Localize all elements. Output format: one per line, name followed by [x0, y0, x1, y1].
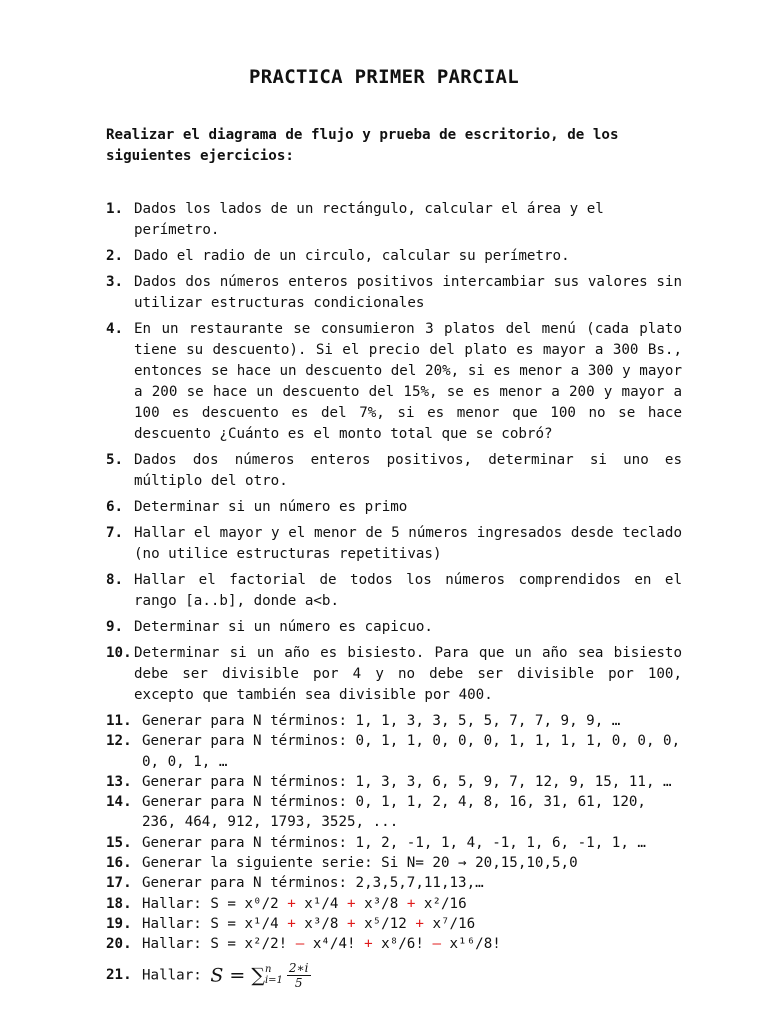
list-item [106, 853, 682, 873]
formula-operator: + [364, 936, 373, 953]
item-number: 9. [106, 619, 124, 635]
formula-part: x¹/4 [295, 895, 348, 912]
list-item [106, 272, 682, 314]
formula-operator: + [287, 895, 296, 912]
item-text: En un restaurante se consumieron 3 platos del menú (cada plato tiene su descuento). Si el precio del plato es mayor a 300 Bs., entonces se hace un descuento del 20%, si es menor a 300 y mayor a 200 se hace un descuento del 15%, se es menor a 200 y mayor a 100 es descuento es del 7%, si es menor que 100 no se hace descuento ¿Cuánto es el monto total que se cobró? [134, 321, 682, 442]
item-text: Dados los lados de un rectángulo, calcular el área y el perímetro. [134, 201, 604, 238]
item-text: Dado el radio de un circulo, calcular su perímetro. [134, 248, 570, 264]
formula-item-20 [106, 934, 682, 954]
item-text: Generar para N términos: 1, 3, 3, 6, 5, 9, 7, 12, 9, 15, 11, … [142, 773, 672, 790]
formula-text [142, 934, 682, 954]
item-text: Generar la siguiente serie: Si N= 20 → 20,15,10,5,0 [142, 855, 578, 872]
fraction-numerator: 2∗i [288, 960, 309, 975]
formula-operator: + [287, 915, 296, 932]
list-item [106, 570, 682, 612]
formula-part: Hallar: S = x²/2! [142, 936, 296, 953]
item-number: 17. [106, 875, 132, 892]
item-text: Generar para N términos: 0, 1, 1, 0, 0, 0, 1, 1, 1, 1, 0, 0, 0, 0, 0, 1, … [142, 733, 681, 770]
list-item [106, 772, 682, 792]
item-number: 19. [106, 915, 132, 932]
item-text: Generar para N términos: 1, 2, -1, 1, 4, -1, 1, 6, -1, 1, … [142, 834, 646, 851]
formula-part: x⁵/12 [355, 915, 416, 932]
item-number: 16. [106, 855, 132, 872]
list-item [106, 450, 682, 492]
list-item [106, 617, 682, 638]
item-text: Hallar el factorial de todos los números comprendidos en el rango [a..b], donde a<b. [134, 572, 682, 609]
page-title: PRACTICA PRIMER PARCIAL [249, 66, 519, 88]
formula-operator: – [432, 936, 441, 953]
item-number: 21. [106, 966, 132, 983]
formula-part: x⁷/16 [423, 915, 476, 932]
list-item [106, 497, 682, 518]
list-item [106, 523, 682, 565]
item-number: 1. [106, 201, 124, 217]
item-number: 12. [106, 733, 132, 750]
item-text: Dados dos números enteros positivos intercambiar sus valores sin utilizar estructuras condicionales [134, 274, 682, 311]
list-item [106, 873, 682, 893]
list-item [106, 833, 682, 853]
item-text: Generar para N términos: 2,3,5,7,11,13,… [142, 875, 484, 892]
item-number: 2. [106, 248, 124, 264]
fraction [287, 961, 311, 990]
list-item [106, 792, 682, 833]
item-text: Determinar si un número es capicuo. [134, 619, 433, 635]
formula-operator: + [406, 895, 416, 912]
formula-text [142, 894, 682, 914]
item-text: Determinar si un número es primo [134, 499, 408, 515]
formula-part: Hallar: S = x¹/4 [142, 915, 288, 932]
item-number: 10. [106, 645, 132, 661]
formula-operator: + [347, 915, 356, 932]
exercise-list [106, 199, 682, 990]
item-number: 7. [106, 525, 124, 541]
item-text: Dados dos números enteros positivos, determinar si uno es múltiplo del otro. [134, 452, 682, 489]
list-item [106, 711, 682, 731]
formula-part: x³/8 [355, 895, 407, 912]
formula-item-18 [106, 894, 682, 914]
formula-part: x²/16 [415, 895, 467, 912]
item-number: 15. [106, 834, 132, 851]
formula-operator: – [295, 936, 305, 953]
item-number: 14. [106, 794, 132, 811]
item-text: Hallar el mayor y el menor de 5 números ingresados desde teclado (no utilice estructuras repetitivas) [134, 525, 682, 562]
item-number: 8. [106, 572, 124, 588]
fraction-denominator: 5 [294, 975, 303, 990]
list-item [106, 731, 682, 772]
list-item [106, 319, 682, 445]
item-number: 6. [106, 499, 124, 515]
item-number: 5. [106, 452, 124, 468]
list-item [106, 643, 682, 706]
formula-item-21 [106, 961, 682, 990]
item-number: 18. [106, 895, 132, 912]
formula-part: x⁴/4! [304, 936, 365, 953]
item-text: Determinar si un año es bisiesto. Para que un año sea bisiesto debe ser divisible por 4 y no debe ser divisible por 100, excepto que también sea divisible por 400. [134, 645, 682, 703]
summation-upper: n [264, 964, 272, 976]
summation-limits [265, 964, 283, 986]
formula-item-19 [106, 914, 682, 934]
formula-text [142, 961, 682, 990]
item-number: 4. [106, 321, 124, 337]
formula-operator: + [415, 915, 424, 932]
formula-part: x³/8 [295, 915, 348, 932]
formula-operator: + [347, 895, 356, 912]
item-number: 3. [106, 274, 124, 290]
summation-lower: i=1 [264, 975, 283, 987]
item-number: 13. [106, 773, 132, 790]
list-item [106, 199, 682, 241]
summation-symbol: S = ∑ [210, 963, 265, 986]
formula-text [142, 914, 682, 934]
item-text: Generar para N términos: 1, 1, 3, 3, 5, 5, 7, 7, 9, 9, … [142, 713, 621, 729]
formula-part: Hallar: S = x⁰/2 [142, 895, 288, 912]
formula-label: Hallar: [142, 967, 211, 984]
formula-part: x¹⁶/8! [440, 936, 501, 953]
list-item [106, 246, 682, 267]
item-number: 11. [106, 713, 132, 729]
formula-part: x⁸/6! [372, 936, 433, 953]
item-text: Generar para N términos: 0, 1, 1, 2, 4, 8, 16, 31, 61, 120, 236, 464, 912, 1793, 3525, ... [142, 794, 646, 831]
item-number: 20. [106, 936, 132, 953]
instructions: Realizar el diagrama de flujo y prueba de escritorio, de los siguientes ejercicios: [106, 127, 619, 164]
